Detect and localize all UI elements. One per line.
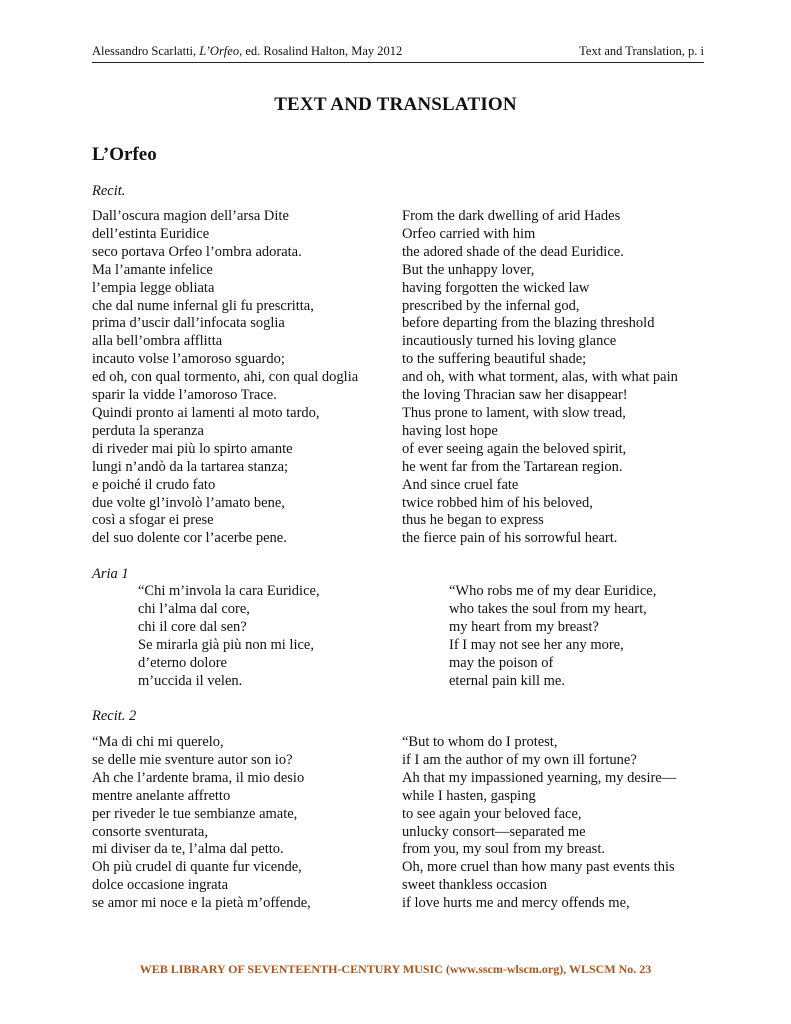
verse-line: may the poison of	[449, 654, 554, 671]
work-title: L’Orfeo	[92, 144, 157, 165]
recit1-english-text	[402, 208, 678, 548]
verse-line: che dal nume infernal gli fu prescritta,	[92, 297, 314, 314]
verse-line: Ma l’amante infelice	[92, 261, 213, 278]
verse-line: se amor mi noce e la pietà m’offende,	[92, 895, 311, 912]
verse-line: to the suffering beautiful shade;	[402, 351, 587, 368]
verse-line: while I hasten, gasping	[402, 787, 536, 804]
verse-line: the adored shade of the dead Euridice.	[402, 243, 624, 260]
verse-line: From the dark dwelling of arid Hades	[402, 208, 621, 224]
verse-line: Oh più crudel di quante fur vicende,	[92, 859, 302, 876]
recit2-english-text	[402, 734, 676, 913]
header-author-text: Alessandro Scarlatti,	[92, 44, 200, 58]
verse-line: così a sfogar ei prese	[92, 512, 214, 529]
verse-line: if I am the author of my own ill fortune?	[402, 751, 637, 768]
verse-line: thus he began to express	[402, 512, 544, 529]
verse-line: se delle mie sventure autor son io?	[92, 751, 293, 768]
verse-line: dell’estinta Euridice	[92, 225, 210, 242]
verse-line: of ever seeing again the beloved spirit,	[402, 440, 627, 457]
page-title: TEXT AND TRANSLATION	[274, 94, 517, 115]
verse-line: sparir la vidde l’amoroso Trace.	[92, 387, 277, 404]
verse-line: mi diviser da te, l’alma dal petto.	[92, 841, 284, 858]
verse-line: If I may not see her any more,	[449, 636, 624, 653]
recit1-italian-text	[92, 208, 358, 548]
verse-line: ed oh, con qual tormento, ahi, con qual doglia	[92, 369, 359, 386]
verse-line: he went far from the Tartarean region.	[402, 458, 623, 475]
verse-line: del suo dolente cor l’acerbe pene.	[92, 530, 287, 547]
section-label-aria1: Aria 1	[92, 566, 129, 582]
verse-line: having forgotten the wicked law	[402, 279, 590, 296]
verse-line: Ah che l’ardente brama, il mio desio	[92, 769, 305, 786]
header-page-label: Text and Translation, p. i	[579, 44, 704, 58]
verse-line: “Ma di chi mi querelo,	[92, 734, 224, 750]
verse-line: Thus prone to lament, with slow tread,	[402, 404, 626, 421]
verse-line: sweet thankless occasion	[402, 877, 547, 894]
verse-line: mentre anelante affretto	[92, 787, 231, 804]
header-citation	[92, 44, 402, 59]
verse-line: lungi n’andò da la tartarea stanza;	[92, 458, 289, 475]
verse-line: perduta la speranza	[92, 422, 204, 439]
verse-line: incautiously turned his loving glance	[402, 333, 617, 350]
verse-line: the loving Thracian saw her disappear!	[402, 387, 628, 404]
verse-line: di riveder mai più lo spirto amante	[92, 440, 293, 457]
verse-line: “But to whom do I protest,	[402, 734, 558, 750]
verse-line: chi il core dal sen?	[138, 618, 247, 635]
verse-line: Orfeo carried with him	[402, 225, 536, 242]
header-edition-text: , ed. Rosalind Halton, May 2012	[239, 44, 403, 58]
verse-line: seco portava Orfeo l’ombra adorata.	[92, 243, 302, 260]
verse-line: who takes the soul from my heart,	[449, 600, 647, 617]
page-footer: WEB LIBRARY OF SEVENTEENTH-CENTURY MUSIC (www.sscm-wlscm.org), WLSCM No. 23	[139, 962, 652, 976]
verse-line: my heart from my breast?	[449, 618, 599, 635]
page-header	[92, 42, 704, 63]
verse-line: unlucky consort—separated me	[402, 823, 586, 840]
verse-line: Dall’oscura magion dell’arsa Dite	[92, 208, 289, 224]
section-label-recit2: Recit. 2	[92, 708, 137, 724]
verse-line: d’eterno dolore	[138, 654, 227, 671]
recit2-italian-text	[92, 734, 311, 913]
verse-line: consorte sventurata,	[92, 823, 208, 840]
verse-line: chi l’alma dal core,	[138, 600, 250, 617]
verse-line: to see again your beloved face,	[402, 805, 582, 822]
verse-line: from you, my soul from my breast.	[402, 841, 605, 858]
aria1-english-text	[449, 583, 656, 690]
verse-line: “Chi m’invola la cara Euridice,	[138, 583, 320, 599]
verse-line: m’uccida il velen.	[138, 672, 243, 689]
verse-line: per riveder le tue sembianze amate,	[92, 805, 298, 822]
verse-line: dolce occasione ingrata	[92, 877, 229, 894]
verse-line: and oh, with what torment, alas, with what pain	[402, 369, 678, 386]
verse-line: prima d’uscir dall’infocata soglia	[92, 315, 285, 332]
verse-line: Oh, more cruel than how many past events this	[402, 859, 675, 876]
verse-line: l’empia legge obliata	[92, 279, 215, 296]
verse-line: But the unhappy lover,	[402, 261, 535, 278]
verse-line: e poiché il crudo fato	[92, 476, 216, 493]
verse-line: Se mirarla già più non mi lice,	[138, 636, 314, 653]
verse-line: eternal pain kill me.	[449, 672, 565, 689]
verse-line: the fierce pain of his sorrowful heart.	[402, 530, 618, 547]
verse-line: if love hurts me and mercy offends me,	[402, 895, 630, 912]
verse-line: due volte gl’involò l’amato bene,	[92, 494, 285, 511]
verse-line: incauto volse l’amoroso sguardo;	[92, 351, 285, 368]
verse-line: alla bell’ombra afflitta	[92, 333, 223, 350]
verse-line: Ah that my impassioned yearning, my desire—	[402, 769, 677, 786]
verse-line: Quindi pronto ai lamenti al moto tardo,	[92, 404, 320, 421]
verse-line: And since cruel fate	[402, 476, 519, 493]
verse-line: before departing from the blazing threshold	[402, 315, 655, 332]
verse-line: having lost hope	[402, 422, 498, 439]
aria1-italian-text	[138, 583, 320, 690]
verse-line: prescribed by the infernal god,	[402, 297, 580, 314]
verse-line: twice robbed him of his beloved,	[402, 494, 593, 511]
verse-line: “Who robs me of my dear Euridice,	[449, 583, 657, 599]
section-label-recit1: Recit.	[92, 183, 126, 199]
header-work-italic: L’Orfeo	[199, 44, 240, 58]
